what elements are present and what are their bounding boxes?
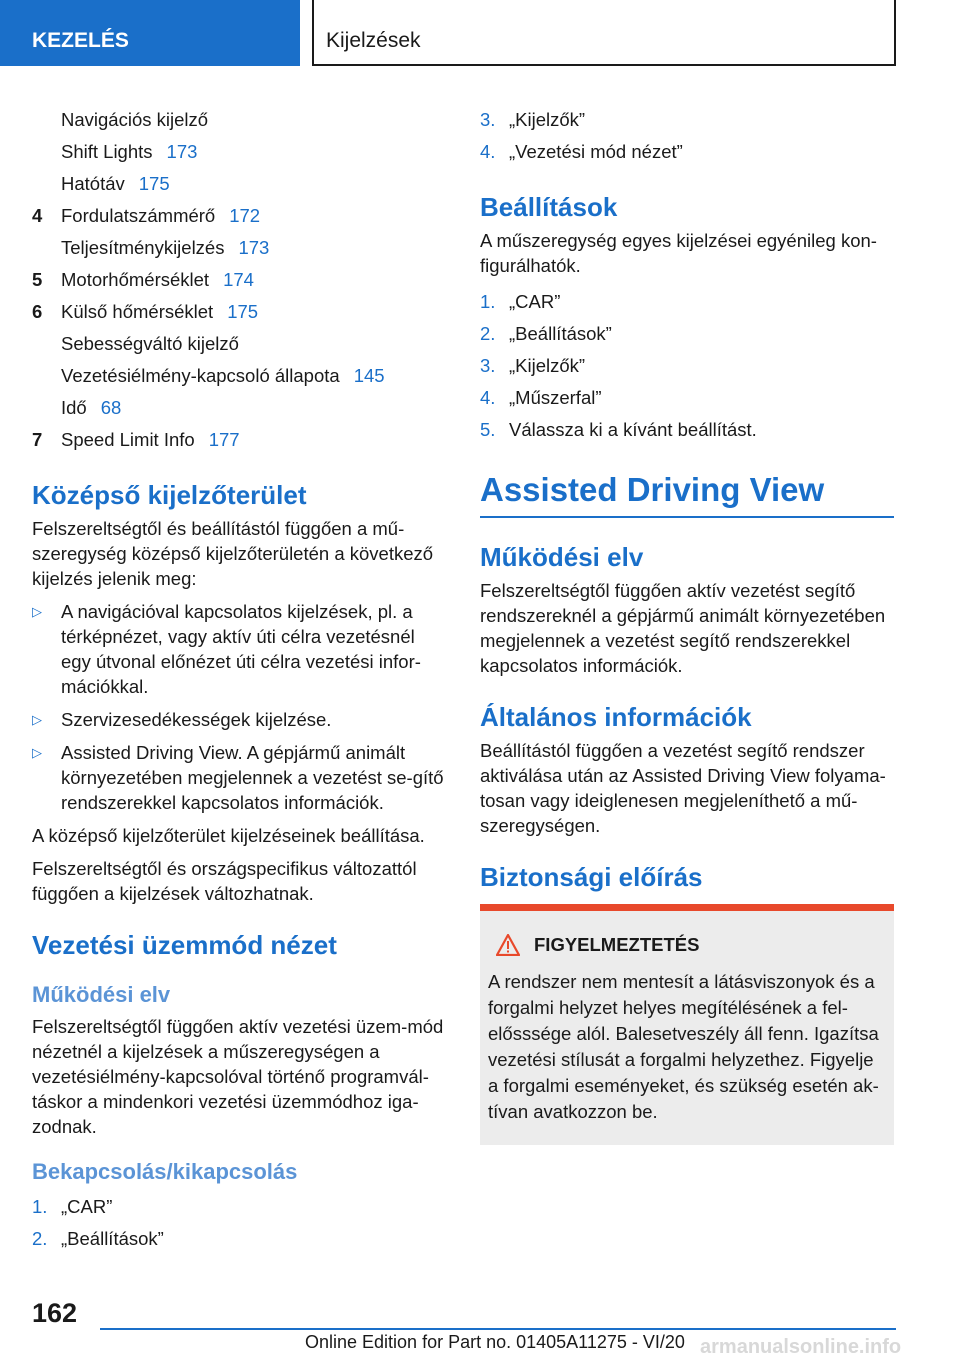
display-item xyxy=(32,360,446,392)
bullet-item xyxy=(32,707,446,732)
center-display-settings-text: A középső kijelzőterület kijelzéseinek beállítása. xyxy=(32,825,425,846)
item-number xyxy=(32,360,61,392)
triangle-bullet-icon: ▷ xyxy=(32,712,42,727)
page-reference-link[interactable]: 173 xyxy=(238,237,270,258)
settings-text: A műszeregység egyes kijelzései egyénileg kon-figurálhatók. xyxy=(480,230,877,276)
display-item xyxy=(32,200,446,232)
principle-heading: Működési elv xyxy=(480,542,644,572)
step-item xyxy=(480,382,894,414)
bullet-text: Szervizesedékességek kijelzése. xyxy=(61,709,332,730)
bullet-item xyxy=(32,599,446,699)
general-info-text: Beállítástól függően a vezetést segítő rendszer aktiválása után az Assisted Driving View folyama-tosan vagy ideiglenesen megjeleníthető a mű-szeregységen. xyxy=(480,740,886,836)
warning-title-row xyxy=(496,929,886,961)
step-text: „Kijelzők” xyxy=(509,355,586,376)
page-reference-link[interactable]: 175 xyxy=(227,301,259,322)
item-number: 5 xyxy=(32,269,43,290)
item-number xyxy=(32,392,61,424)
item-label: Fordulatszámmérő xyxy=(61,205,216,226)
center-display-variant-text: Felszereltségtől és országspecifikus változattól függően a kijelzések változhatnak. xyxy=(32,858,417,904)
safety-heading: Biztonsági előírás xyxy=(480,862,703,892)
display-item xyxy=(32,104,446,136)
page-reference-link[interactable]: 145 xyxy=(353,365,385,386)
step-number: 2. xyxy=(32,1228,48,1249)
step-item xyxy=(480,136,894,168)
settings-heading: Beállítások xyxy=(480,192,618,222)
step-text: Válassza ki a kívánt beállítást. xyxy=(509,419,757,440)
chapter-tab xyxy=(312,0,896,66)
general-info-heading: Általános információk xyxy=(480,702,752,732)
step-text: „Beállítások” xyxy=(61,1228,164,1249)
triangle-bullet-icon: ▷ xyxy=(32,604,42,619)
edition-note: Online Edition for Part no. 01405A11275 - VI/20 xyxy=(305,1332,685,1352)
chapter-title: Kijelzések xyxy=(326,29,421,52)
display-item xyxy=(32,296,446,328)
page-reference-link[interactable]: 172 xyxy=(229,205,261,226)
step-text: „Műszerfal” xyxy=(509,387,602,408)
step-item xyxy=(480,318,894,350)
assisted-driving-view-heading: Assisted Driving View xyxy=(480,468,894,518)
step-text: „Kijelzők” xyxy=(509,109,586,130)
step-text: „Vezetési mód nézet” xyxy=(509,141,683,162)
item-label: Sebességváltó kijelző xyxy=(61,333,239,354)
item-label: Speed Limit Info xyxy=(61,429,195,450)
item-number xyxy=(32,232,61,264)
on-off-heading: Bekapcsolás/kikapcsolás xyxy=(32,1159,298,1184)
step-item xyxy=(480,104,894,136)
page-reference-link[interactable]: 175 xyxy=(138,173,170,194)
page-reference-link[interactable]: 68 xyxy=(100,397,122,418)
step-number: 3. xyxy=(480,109,496,130)
display-item xyxy=(32,136,446,168)
warning-triangle-icon xyxy=(496,934,520,956)
principle-text: Felszereltségtől függően aktív vezetést segítő rendszereknél a gépjármű animált környezetében megjelennek a vezetést segítő rendszerekkel kapcsolatos információk. xyxy=(480,580,886,676)
item-label: Navigációs kijelző xyxy=(61,109,209,130)
left-column xyxy=(32,104,446,1255)
step-number: 5. xyxy=(480,419,496,440)
drive-mode-text: Felszereltségtől függően aktív vezetési üzem-mód nézetnél a kijelzések a műszeregységen a vezetésiélmény-kapcsolóval történő programvál-táskor a mindenkori vezetési üzemmódhoz iga-zodnak. xyxy=(32,1016,444,1137)
warning-text: A rendszer nem mentesít a látásviszonyok és a forgalmi helyzet helyes megítélésének a fel-elősssége alól. Balesetveszély áll fenn. Igazítsa vezetési stílusát a forgalmi helyzethez. Figyelje a forgalmi eseményeket, és szükség esetén ak-tívan avatkozzon be. xyxy=(488,971,879,1122)
triangle-bullet-icon: ▷ xyxy=(32,745,42,760)
page-reference-link[interactable]: 173 xyxy=(166,141,198,162)
step-number: 4. xyxy=(480,387,496,408)
step-item xyxy=(480,350,894,382)
right-column xyxy=(480,104,894,1145)
display-item xyxy=(32,392,446,424)
page-number: 162 xyxy=(32,1298,78,1328)
item-label: Shift Lights xyxy=(61,141,153,162)
item-number: 6 xyxy=(32,301,43,322)
item-label: Teljesítménykijelzés xyxy=(61,237,225,258)
center-display-intro: Felszereltségtől és beállítástól függően a mű-szeregység középső kijelzőterületén a következő kijelzés jelenik meg: xyxy=(32,518,434,589)
item-number xyxy=(32,104,61,136)
item-number: 4 xyxy=(32,205,43,226)
display-item xyxy=(32,168,446,200)
step-item xyxy=(32,1191,446,1223)
page-reference-link[interactable]: 174 xyxy=(223,269,254,290)
display-item xyxy=(32,264,446,296)
step-text: „CAR” xyxy=(61,1196,113,1217)
section-title: KEZELÉS xyxy=(32,29,129,52)
section-tab xyxy=(0,0,300,66)
step-text: „CAR” xyxy=(509,291,561,312)
step-number: 1. xyxy=(32,1196,48,1217)
item-number: 7 xyxy=(32,429,43,450)
step-item xyxy=(480,414,894,446)
step-item xyxy=(32,1223,446,1255)
item-label: Idő xyxy=(61,397,87,418)
drive-mode-heading: Vezetési üzemmód nézet xyxy=(32,930,337,960)
center-display-heading: Középső kijelzőterület xyxy=(32,480,307,510)
step-number: 3. xyxy=(480,355,496,376)
item-label: Vezetésiélmény-kapcsoló állapota xyxy=(61,365,340,386)
bullet-item xyxy=(32,740,446,815)
step-text: „Beállítások” xyxy=(509,323,612,344)
item-label: Hatótáv xyxy=(61,173,125,194)
source-watermark: armanualsonline.info xyxy=(700,1336,902,1358)
display-item-list xyxy=(32,104,446,456)
bullet-text: Assisted Driving View. A gépjármű animált környezetében megjelennek a vezetést se-gítő rendszerekkel kapcsolatos információk. xyxy=(61,742,444,813)
item-number xyxy=(32,328,61,360)
step-number: 2. xyxy=(480,323,496,344)
step-number: 1. xyxy=(480,291,496,312)
step-item xyxy=(480,286,894,318)
display-item xyxy=(32,232,446,264)
item-number xyxy=(32,168,61,200)
item-label: Motorhőmérséklet xyxy=(61,269,210,290)
drive-mode-principle-heading: Működési elv xyxy=(32,982,171,1007)
display-item xyxy=(32,424,446,456)
step-number: 4. xyxy=(480,141,496,162)
warning-box xyxy=(480,904,894,1145)
bullet-text: A navigációval kapcsolatos kijelzések, pl. a térképnézet, vagy aktív úti célra vezetésnél egy útvonal előnézet úti célra vezetési infor-mációkkal. xyxy=(61,601,421,697)
item-label: Külső hőmérséklet xyxy=(61,301,214,322)
page-reference-link[interactable]: 177 xyxy=(208,429,240,450)
footer-divider xyxy=(100,1328,896,1330)
warning-title: FIGYELMEZTETÉS xyxy=(534,934,700,955)
display-item xyxy=(32,328,446,360)
item-number xyxy=(32,136,61,168)
